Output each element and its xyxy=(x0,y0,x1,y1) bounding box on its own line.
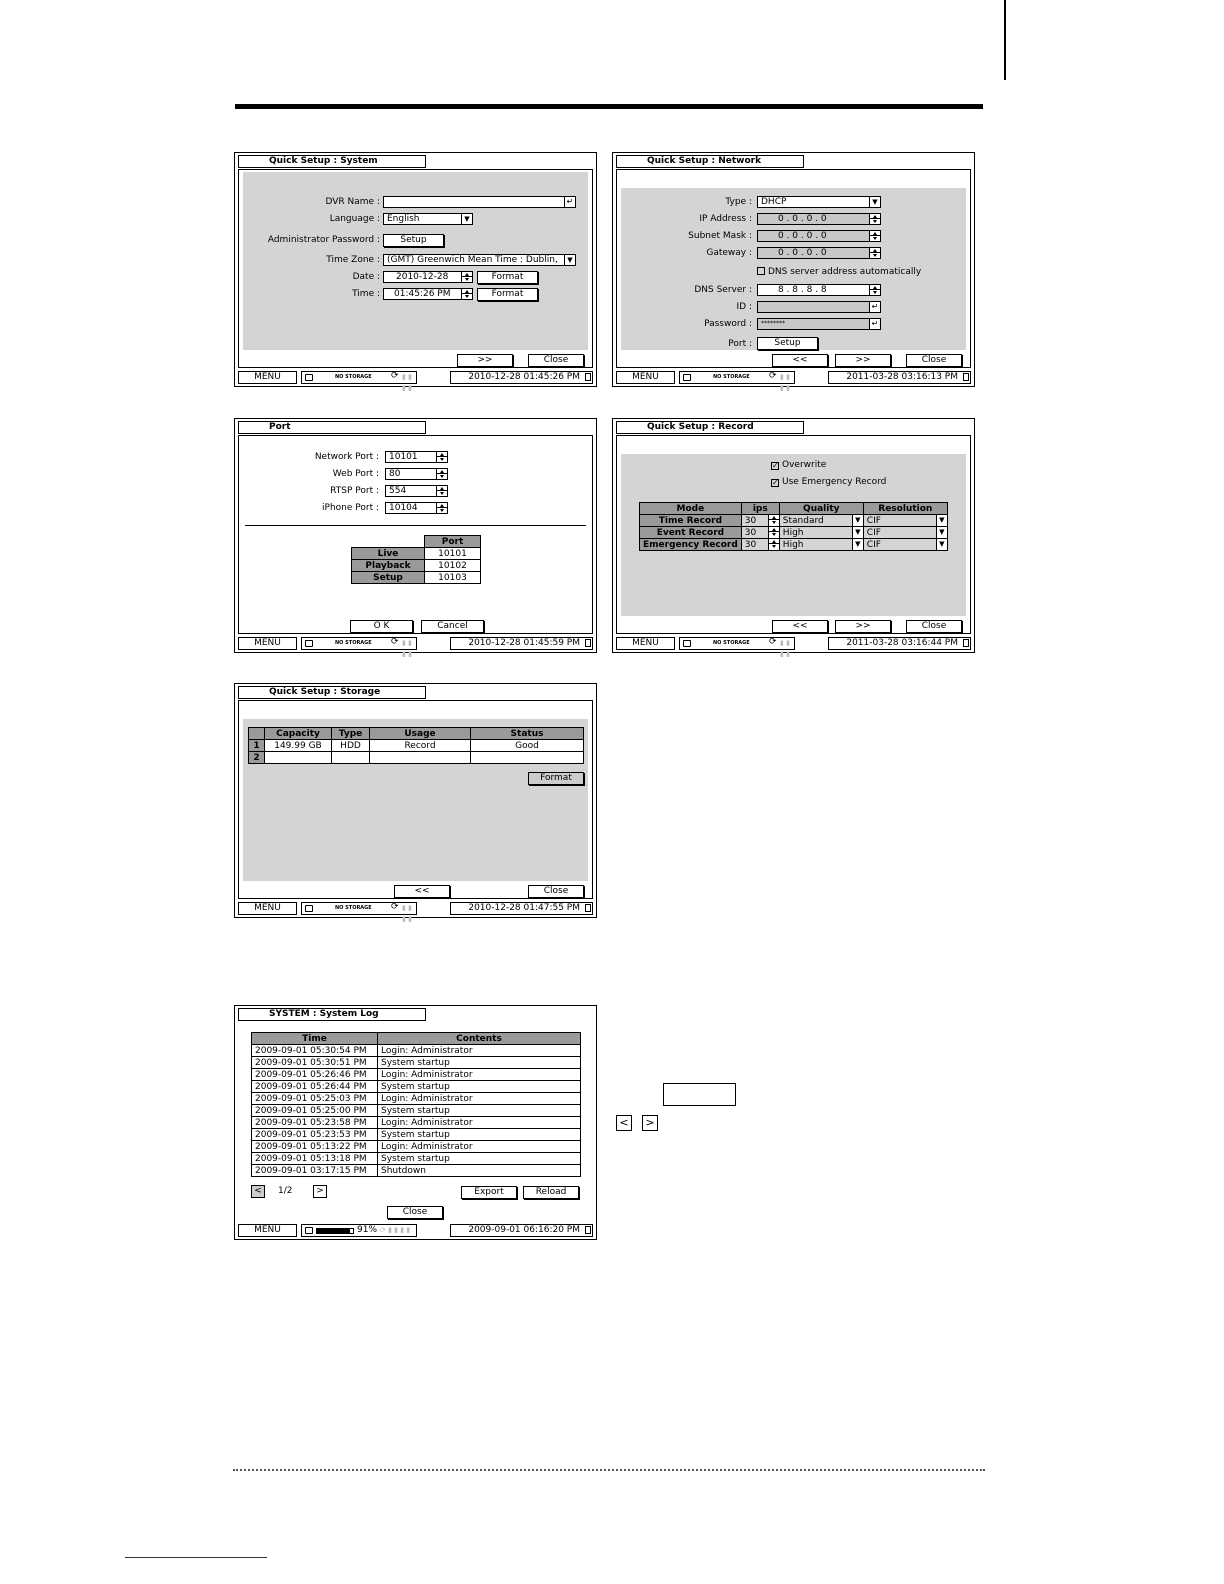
column-header: Usage xyxy=(370,728,471,740)
status-clock: 2011-03-28 03:16:13 PM xyxy=(828,371,971,384)
menu-button[interactable]: MENU xyxy=(238,1224,297,1237)
menu-button[interactable]: MENU xyxy=(238,637,297,650)
table-row[interactable]: 2009-09-01 05:23:53 PM System startup xyxy=(252,1129,581,1141)
status-indicators xyxy=(679,371,795,392)
table-row: Live 10101 xyxy=(352,548,481,560)
web-port-field[interactable]: 80 xyxy=(385,468,448,480)
id-label: ID : xyxy=(736,302,752,312)
column-header: Capacity xyxy=(265,728,332,740)
password-setup-button[interactable]: Setup xyxy=(383,234,444,247)
window-frame xyxy=(238,435,593,634)
refresh-icon: ⟳ xyxy=(391,902,399,912)
dvr-name-label: DVR Name : xyxy=(325,197,380,207)
checkbox-icon xyxy=(757,267,765,275)
record-panel xyxy=(621,454,966,616)
subnet-label: Subnet Mask : xyxy=(688,231,752,241)
status-clock: 2010-12-28 01:45:59 PM xyxy=(450,637,593,650)
channel-indicators: ▮ ▮ ▮ ▮ xyxy=(402,904,412,923)
network-port-field[interactable]: 10101 xyxy=(385,451,448,463)
prev-button[interactable]: << xyxy=(772,354,828,367)
spinner-icon[interactable] xyxy=(436,503,447,513)
hdd-usage-percent: 91% xyxy=(357,1225,378,1235)
date-label: Date : xyxy=(352,272,380,282)
spinner-icon[interactable] xyxy=(869,248,880,258)
table-row[interactable]: 2009-09-01 05:13:18 PM System startup xyxy=(252,1153,581,1165)
table-row[interactable]: 2009-09-01 05:25:03 PM Login: Administrator xyxy=(252,1093,581,1105)
battery-icon xyxy=(585,904,591,912)
dvr-name-field[interactable] xyxy=(383,196,576,208)
hdd-icon xyxy=(683,640,691,647)
footer-underline xyxy=(125,1557,267,1558)
format-button[interactable]: Format xyxy=(528,772,584,785)
overwrite-checkbox[interactable]: ✓ Overwrite xyxy=(772,460,827,470)
channel-indicators: ▮ ▮ ▮ ▮ xyxy=(780,373,790,392)
column-header: Port xyxy=(425,536,481,548)
battery-icon xyxy=(585,639,591,647)
page-indicator: 1/2 xyxy=(278,1186,293,1196)
column-header: Contents xyxy=(378,1033,581,1045)
menu-button[interactable]: MENU xyxy=(238,371,297,384)
hdd-usage-bar xyxy=(316,1228,354,1234)
spinner-icon[interactable] xyxy=(768,539,779,550)
port-setup-button[interactable]: Setup xyxy=(757,337,818,350)
window-frame xyxy=(238,1022,593,1221)
iphone-port-label: iPhone Port : xyxy=(322,503,379,513)
language-label: Language : xyxy=(329,214,380,224)
ip-label: IP Address : xyxy=(699,214,752,224)
cancel-button[interactable]: Cancel xyxy=(421,620,484,633)
chevron-down-icon: ▼ xyxy=(461,214,472,224)
checkbox-checked-icon: ✓ xyxy=(772,478,779,487)
window-frame xyxy=(238,169,593,368)
reload-button[interactable]: Reload xyxy=(523,1186,579,1199)
column-header: Resolution xyxy=(863,503,947,515)
next-page-button[interactable]: > xyxy=(313,1185,327,1198)
chevron-down-icon: ▼ xyxy=(936,527,947,538)
spinner-icon[interactable] xyxy=(768,515,779,526)
checkbox-checked-icon: ✓ xyxy=(772,461,779,470)
window-title: Port xyxy=(238,421,426,434)
prev-button[interactable]: << xyxy=(394,885,450,898)
spinner-icon[interactable] xyxy=(869,214,880,224)
enter-icon: ↵ xyxy=(869,319,880,329)
language-select[interactable]: English ▼ xyxy=(383,213,473,225)
resolution-select[interactable]: CIF ▼ xyxy=(863,527,947,539)
password-label: Password : xyxy=(704,319,752,329)
admin-password-label: Administrator Password : xyxy=(267,235,380,245)
column-header: Status xyxy=(471,728,584,740)
status-indicators xyxy=(301,902,417,923)
port-label: Port : xyxy=(728,339,752,349)
rtsp-port-field[interactable]: 554 xyxy=(385,485,448,497)
type-label: Type : xyxy=(725,197,752,207)
table-row[interactable]: 2009-09-01 05:26:46 PM Login: Administrator xyxy=(252,1069,581,1081)
storage-window xyxy=(234,683,597,923)
window-frame xyxy=(238,700,593,899)
dns-label: DNS Server : xyxy=(694,285,752,295)
id-field[interactable] xyxy=(757,301,881,313)
port-window xyxy=(234,418,597,658)
status-bar xyxy=(238,637,593,658)
ips-field[interactable]: 30 xyxy=(741,539,779,551)
column-header: Mode xyxy=(640,503,742,515)
port-table xyxy=(351,535,481,584)
dns-auto-checkbox[interactable]: DNS server address automatically xyxy=(757,267,921,278)
table-row[interactable]: 2009-09-01 05:23:58 PM Login: Administrator xyxy=(252,1117,581,1129)
spinner-icon[interactable] xyxy=(461,289,472,299)
hdd-usage-fill xyxy=(317,1229,350,1233)
ip-field[interactable]: 0 . 0 . 0 . 0 xyxy=(757,213,881,225)
table-row: Setup 10103 xyxy=(352,572,481,584)
log-table xyxy=(251,1032,581,1177)
channel-indicators: ▮ ▮ ▮ ▮ xyxy=(402,373,412,392)
hdd-icon xyxy=(305,1227,313,1234)
rtsp-port-label: RTSP Port : xyxy=(330,486,379,496)
emergency-record-checkbox[interactable]: ✓ Use Emergency Record xyxy=(772,477,887,487)
battery-icon xyxy=(585,1226,591,1234)
chevron-down-icon: ▼ xyxy=(852,527,863,538)
column-header: Type xyxy=(332,728,370,740)
table-row[interactable]: 2 xyxy=(249,752,584,764)
table-row[interactable]: 2009-09-01 05:30:54 PM Login: Administrator xyxy=(252,1045,581,1057)
hdd-icon xyxy=(305,640,313,647)
channel-indicators: ⟳ ▮ ▮ ▮ ▮ xyxy=(380,1226,411,1234)
web-port-label: Web Port : xyxy=(332,469,379,479)
chevron-down-icon: ▼ xyxy=(852,539,863,550)
no-storage-label: NO STORAGE xyxy=(335,374,372,380)
storage-table xyxy=(248,727,584,764)
gateway-field[interactable]: 0 . 0 . 0 . 0 xyxy=(757,247,881,259)
window-title: Quick Setup : Storage xyxy=(238,686,426,699)
system-window xyxy=(234,152,597,392)
time-field[interactable]: 01:45:26 PM xyxy=(383,288,473,300)
chevron-down-icon: ▼ xyxy=(869,197,880,207)
spinner-icon[interactable] xyxy=(461,272,472,282)
window-frame xyxy=(616,169,971,368)
network-window xyxy=(612,152,975,392)
column-header: Quality xyxy=(779,503,863,515)
footer-rule xyxy=(233,1469,985,1471)
close-button[interactable]: Close xyxy=(906,620,962,633)
quality-select[interactable]: High ▼ xyxy=(779,539,863,551)
table-row: Playback 10102 xyxy=(352,560,481,572)
refresh-icon: ⟳ xyxy=(391,637,399,647)
time-zone-select[interactable]: (GMT) Greenwich Mean Time : Dublin, ▼ xyxy=(383,254,576,266)
resolution-select[interactable]: CIF ▼ xyxy=(863,515,947,527)
hdd-icon xyxy=(683,374,691,381)
window-frame xyxy=(616,435,971,634)
status-clock: 2010-12-28 01:47:55 PM xyxy=(450,902,593,915)
time-label: Time : xyxy=(352,289,380,299)
sample-button xyxy=(663,1083,736,1106)
date-format-button[interactable]: Format xyxy=(477,271,538,284)
prev-page-button[interactable]: < xyxy=(251,1185,265,1198)
status-bar xyxy=(238,902,593,923)
date-field[interactable]: 2010-12-28 xyxy=(383,271,473,283)
close-button[interactable]: Close xyxy=(528,885,584,898)
chevron-down-icon: ▼ xyxy=(564,255,575,265)
status-bar xyxy=(238,1224,593,1237)
record-table xyxy=(639,502,948,551)
export-button[interactable]: Export xyxy=(461,1186,517,1199)
page-edge-line xyxy=(1004,0,1006,80)
spinner-icon[interactable] xyxy=(436,452,447,462)
enter-icon: ↵ xyxy=(564,197,575,207)
divider xyxy=(245,525,586,526)
refresh-icon: ⟳ xyxy=(769,371,777,381)
status-clock: 2010-12-28 01:45:26 PM xyxy=(450,371,593,384)
chevron-down-icon: ▼ xyxy=(936,515,947,526)
dns-field[interactable]: 8 . 8 . 8 . 8 xyxy=(757,284,881,296)
status-bar xyxy=(238,371,593,392)
channel-indicators: ▮ ▮ ▮ ▮ xyxy=(402,639,412,658)
system-log-window xyxy=(234,1005,597,1240)
status-clock: 2011-03-28 03:16:44 PM xyxy=(828,637,971,650)
status-indicators xyxy=(301,637,417,658)
prev-button[interactable]: << xyxy=(772,620,828,633)
quality-select[interactable]: Standard ▼ xyxy=(779,515,863,527)
channel-indicators: ▮ ▮ ▮ ▮ xyxy=(780,639,790,658)
table-row[interactable]: 1 149.99 GB HDD Record Good xyxy=(249,740,584,752)
next-button[interactable]: >> xyxy=(457,354,513,367)
header-rule xyxy=(235,104,983,109)
no-storage-label: NO STORAGE xyxy=(335,640,372,646)
menu-button[interactable]: MENU xyxy=(616,637,675,650)
close-button[interactable]: Close xyxy=(387,1206,443,1219)
close-button[interactable]: Close xyxy=(906,354,962,367)
spinner-icon[interactable] xyxy=(869,285,880,295)
spinner-icon[interactable] xyxy=(436,486,447,496)
subnet-field[interactable]: 0 . 0 . 0 . 0 xyxy=(757,230,881,242)
chevron-right-icon: > xyxy=(642,1115,658,1131)
hdd-icon xyxy=(305,374,313,381)
password-field[interactable]: ******** ↵ xyxy=(757,318,881,330)
window-title: Quick Setup : Network xyxy=(616,155,804,168)
system-panel xyxy=(243,172,588,350)
window-title: SYSTEM : System Log xyxy=(238,1008,426,1021)
time-format-button[interactable]: Format xyxy=(477,288,538,301)
chevron-down-icon: ▼ xyxy=(936,539,947,550)
resolution-select[interactable]: CIF ▼ xyxy=(863,539,947,551)
ips-field[interactable]: 30 xyxy=(741,515,779,527)
network-panel xyxy=(621,188,966,350)
next-button[interactable]: >> xyxy=(835,354,891,367)
network-port-label: Network Port : xyxy=(314,452,379,462)
table-row: Emergency Record 30 High ▼ CIF ▼ xyxy=(640,539,948,551)
time-zone-label: Time Zone : xyxy=(326,255,380,265)
status-clock: 2009-09-01 06:16:20 PM xyxy=(450,1224,593,1237)
chevron-down-icon: ▼ xyxy=(852,515,863,526)
window-title: Quick Setup : Record xyxy=(616,421,804,434)
menu-button[interactable]: MENU xyxy=(238,902,297,915)
status-bar xyxy=(616,371,971,392)
no-storage-label: NO STORAGE xyxy=(335,905,372,911)
close-button[interactable]: Close xyxy=(528,354,584,367)
table-row: Time Record 30 Standard ▼ CIF ▼ xyxy=(640,515,948,527)
quality-select[interactable]: High ▼ xyxy=(779,527,863,539)
enter-icon: ↵ xyxy=(869,302,880,312)
window-title: Quick Setup : System xyxy=(238,155,426,168)
battery-icon xyxy=(585,373,591,381)
battery-icon xyxy=(963,373,969,381)
table-row: Event Record 30 High ▼ CIF ▼ xyxy=(640,527,948,539)
table-row[interactable]: 2009-09-01 05:30:51 PM System startup xyxy=(252,1057,581,1069)
record-window xyxy=(612,418,975,658)
refresh-icon: ⟳ xyxy=(391,371,399,381)
hdd-icon xyxy=(305,905,313,912)
column-header: ips xyxy=(741,503,779,515)
refresh-icon: ⟳ xyxy=(769,637,777,647)
ips-field[interactable]: 30 xyxy=(741,527,779,539)
battery-icon xyxy=(963,639,969,647)
spinner-icon[interactable] xyxy=(436,469,447,479)
status-indicators xyxy=(301,1224,417,1237)
menu-button[interactable]: MENU xyxy=(616,371,675,384)
spinner-icon[interactable] xyxy=(869,231,880,241)
spinner-icon[interactable] xyxy=(768,527,779,538)
iphone-port-field[interactable]: 10104 xyxy=(385,502,448,514)
table-row[interactable]: 2009-09-01 05:13:22 PM Login: Administrator xyxy=(252,1141,581,1153)
status-bar xyxy=(616,637,971,658)
next-button[interactable]: >> xyxy=(835,620,891,633)
ok-button[interactable]: O K xyxy=(350,620,413,633)
chevron-left-icon: < xyxy=(616,1115,632,1131)
status-indicators xyxy=(679,637,795,658)
table-row[interactable]: 2009-09-01 05:25:00 PM System startup xyxy=(252,1105,581,1117)
column-header: Time xyxy=(252,1033,378,1045)
status-indicators xyxy=(301,371,417,392)
table-row[interactable]: 2009-09-01 03:17:15 PM Shutdown xyxy=(252,1165,581,1177)
storage-panel xyxy=(243,719,588,881)
type-select[interactable]: DHCP ▼ xyxy=(757,196,881,208)
table-row[interactable]: 2009-09-01 05:26:44 PM System startup xyxy=(252,1081,581,1093)
no-storage-label: NO STORAGE xyxy=(713,640,750,646)
gateway-label: Gateway : xyxy=(706,248,752,258)
no-storage-label: NO STORAGE xyxy=(713,374,750,380)
